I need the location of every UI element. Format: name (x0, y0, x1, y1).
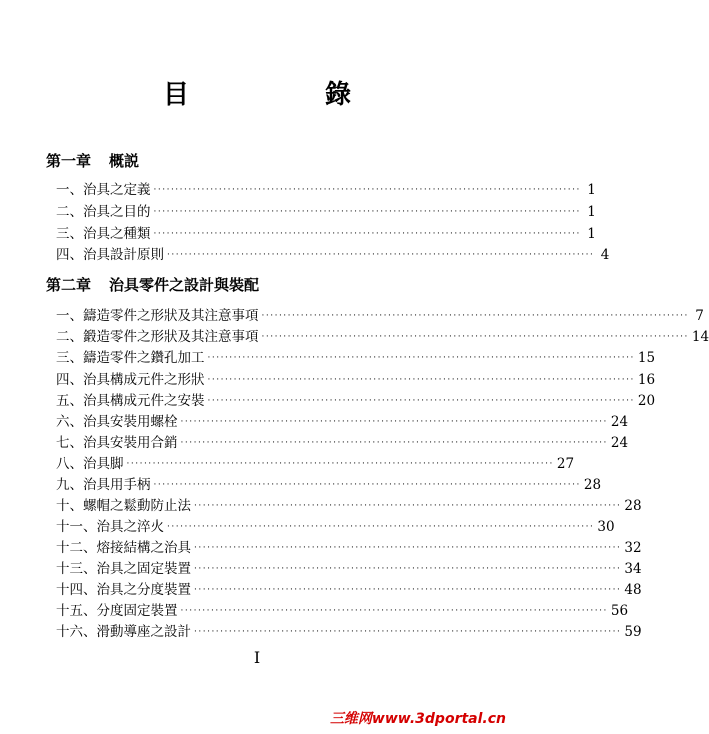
entry-title: 治具構成元件之形狀 (83, 372, 205, 388)
toc-entry[interactable] (56, 473, 602, 493)
toc-entry[interactable] (56, 410, 629, 430)
dot-leader: ·································································································· (261, 332, 689, 342)
entry-page: 14 (691, 329, 709, 345)
entry-number: 十一、 (56, 519, 97, 535)
entry-page: 32 (624, 540, 642, 556)
toc-entry[interactable] (56, 578, 642, 598)
entry-number: 十三、 (56, 561, 97, 577)
entry-number: 三、 (56, 226, 83, 242)
entry-title: 治具之定義 (83, 182, 151, 198)
toc-entry[interactable] (56, 515, 615, 535)
entry-number: 六、 (56, 414, 83, 430)
dot-leader: ·································································································· (194, 564, 622, 574)
entry-page: 1 (587, 182, 596, 198)
entry-title: 鑄造零件之形狀及其注意事項 (83, 308, 259, 324)
entry-page: 7 (695, 308, 704, 324)
toc-entry[interactable] (56, 304, 704, 324)
toc-entry[interactable] (56, 620, 642, 640)
entry-title: 螺帽之鬆動防止法 (83, 498, 191, 514)
entry-title: 治具之固定裝置 (96, 561, 191, 577)
entry-number: 七、 (56, 435, 83, 451)
entry-page: 48 (624, 582, 642, 598)
toc-entry[interactable] (56, 346, 656, 366)
chapter-heading (46, 150, 139, 171)
entry-title: 分度固定裝置 (96, 603, 178, 619)
toc-entry[interactable] (56, 325, 709, 345)
entry-page: 27 (556, 456, 575, 472)
entry-number: 九、 (56, 477, 83, 493)
dot-leader: ·································································································· (194, 585, 622, 595)
entry-page: 4 (600, 247, 610, 263)
entry-page: 20 (637, 393, 656, 409)
entry-number: 二、 (56, 329, 83, 345)
chapter-name: 治具零件之設計與裝配 (109, 276, 260, 294)
entry-number: 一、 (56, 182, 83, 198)
entry-page: 1 (587, 204, 596, 220)
entry-number: 三、 (56, 350, 83, 366)
toc-entry[interactable] (56, 452, 575, 472)
dot-leader: ·································································································· (194, 543, 622, 553)
toc-entry[interactable] (56, 178, 596, 198)
entry-number: 十四、 (56, 582, 97, 598)
dot-leader: ·································································································· (194, 627, 622, 637)
entry-title: 鑄造零件之鑽孔加工 (83, 350, 205, 366)
chapter-name: 概説 (109, 152, 140, 170)
dot-leader: ·································································································· (261, 311, 689, 321)
toc-entry[interactable] (56, 494, 642, 514)
dot-leader: ·································································································· (207, 353, 635, 363)
toc-entry[interactable] (56, 389, 656, 409)
entry-title: 熔接結構之治具 (96, 540, 191, 556)
entry-page: 30 (597, 519, 615, 535)
toc-entry[interactable] (56, 243, 610, 263)
dot-leader: ·································································································· (207, 396, 635, 406)
page-title: 目 錄 (162, 80, 379, 110)
entry-title: 治具設計原則 (83, 247, 164, 263)
entry-page: 24 (610, 435, 629, 451)
entry-page: 1 (587, 226, 596, 242)
dot-leader: ·································································································· (180, 606, 608, 616)
dot-leader: ·································································································· (153, 229, 581, 239)
dot-leader: ·································································································· (153, 207, 581, 217)
toc-entry[interactable] (56, 599, 629, 619)
entry-page: 28 (624, 498, 642, 514)
dot-leader: ·································································································· (153, 185, 581, 195)
dot-leader: ·································································································· (180, 417, 608, 427)
entry-number: 十六、 (56, 624, 97, 640)
dot-leader: ·································································································· (194, 501, 622, 511)
entry-page: 16 (637, 372, 656, 388)
entry-title: 鍛造零件之形狀及其注意事項 (83, 329, 259, 345)
entry-title: 治具之分度裝置 (96, 582, 191, 598)
entry-number: 五、 (56, 393, 83, 409)
entry-title: 滑動導座之設計 (96, 624, 191, 640)
entry-title: 治具用手柄 (83, 477, 151, 493)
entry-title: 治具之淬火 (96, 519, 164, 535)
entry-title: 治具脚 (83, 456, 124, 472)
dot-leader: ·································································································· (180, 438, 608, 448)
dot-leader: ·································································································· (153, 480, 581, 490)
entry-title: 治具之目的 (83, 204, 151, 220)
chapter-heading (46, 274, 259, 295)
entry-title: 治具安裝用螺栓 (83, 414, 178, 430)
entry-page: 28 (583, 477, 602, 493)
chapter-label: 第一章 (46, 152, 92, 170)
entry-number: 八、 (56, 456, 83, 472)
toc-entry[interactable] (56, 200, 596, 220)
site-watermark: 三维网www.3dportal.cn (329, 711, 506, 727)
chapter-label: 第二章 (46, 276, 92, 294)
toc-entry[interactable] (56, 557, 642, 577)
entry-number: 十、 (56, 498, 83, 514)
toc-entry[interactable] (56, 431, 629, 451)
entry-number: 十二、 (56, 540, 97, 556)
entry-title: 治具之種類 (83, 226, 151, 242)
entry-title: 治具安裝用合銷 (83, 435, 178, 451)
dot-leader: ·································································································· (167, 250, 595, 260)
entry-page: 34 (624, 561, 642, 577)
entry-number: 四、 (56, 247, 83, 263)
entry-page: 15 (637, 350, 656, 366)
entry-number: 一、 (56, 308, 83, 324)
page-number: I (253, 648, 261, 667)
dot-leader: ·································································································· (126, 459, 554, 469)
entry-number: 十五、 (56, 603, 97, 619)
dot-leader: ·································································································· (207, 375, 635, 385)
dot-leader: ·································································································· (167, 522, 595, 532)
entry-number: 二、 (56, 204, 83, 220)
entry-page: 59 (624, 624, 642, 640)
entry-page: 24 (610, 414, 629, 430)
entry-number: 四、 (56, 372, 83, 388)
entry-page: 56 (610, 603, 629, 619)
entry-title: 治具構成元件之安裝 (83, 393, 205, 409)
toc-entry[interactable] (56, 536, 642, 556)
toc-entry[interactable] (56, 368, 656, 388)
toc-entry[interactable] (56, 222, 596, 242)
